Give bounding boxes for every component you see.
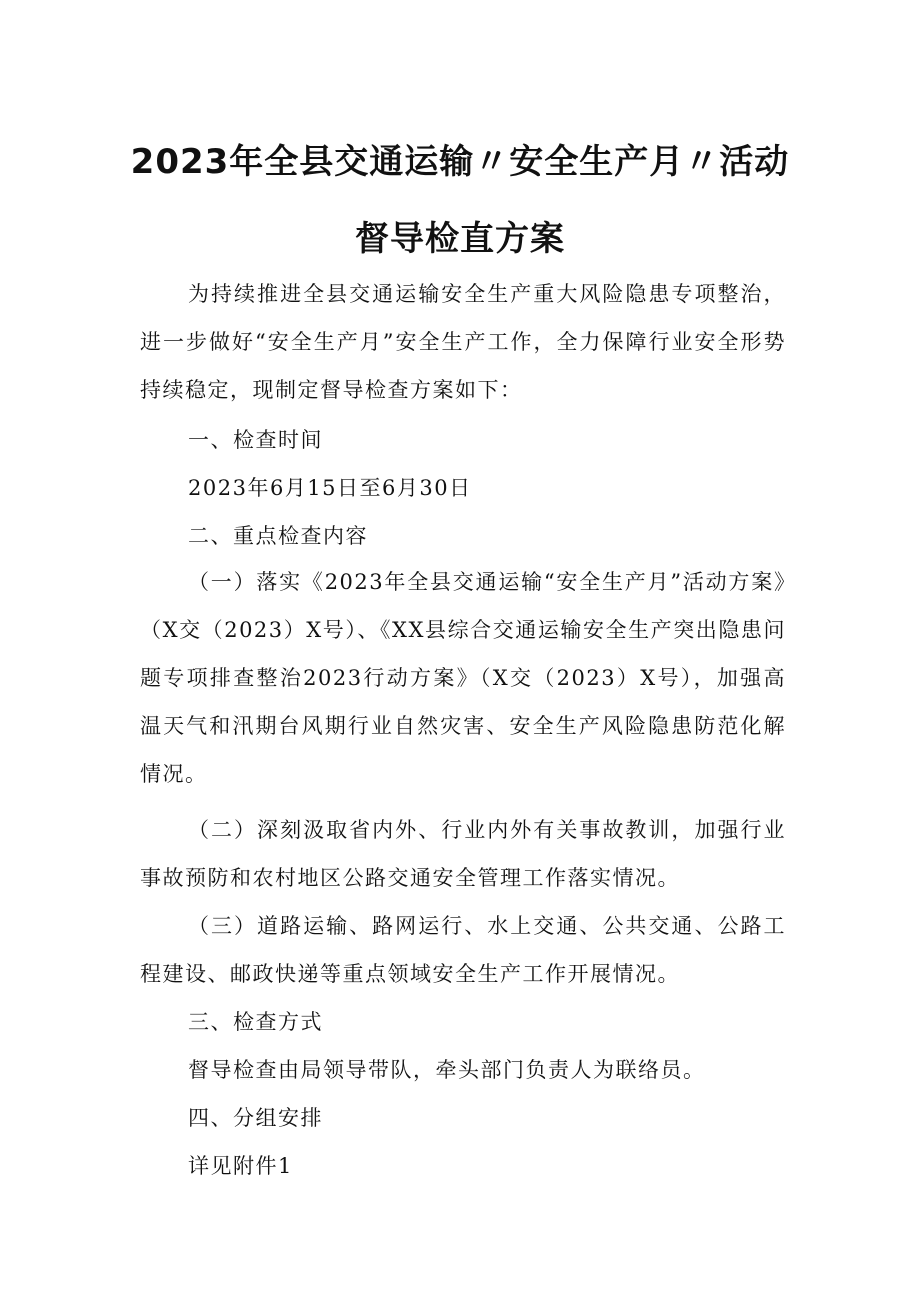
section2-heading: 二、重点检查内容 bbox=[188, 524, 368, 548]
document-title-line1: 2023年全县交通运输〃安全生产月〃活动 bbox=[130, 142, 790, 182]
inspection-method-text: 督导检查由局领导带队，牵头部门负责人为联络员。 bbox=[188, 1058, 706, 1082]
content-item-1: （一）落实《2023年全县交通运输“安全生产月”活动方案》（X交（2023）X号）、《XX县综合交通运输安全生产突出隐患问题专项排查整治2023行动方案》（X交（2023）X号），加强高温天气和汛期台风期行业自然灾害、安全生产风险隐患防范化解情况。 bbox=[140, 570, 786, 786]
section4-heading: 四、分组安排 bbox=[188, 1106, 323, 1130]
attachment-reference: 详见附件1 bbox=[188, 1154, 293, 1178]
intro-paragraph: 为持续推进全县交通运输安全生产重大风险隐患专项整治，进一步做好“安全生产月”安全生产工作，全力保障行业安全形势持续稳定，现制定督导检查方案如下： bbox=[140, 282, 786, 402]
content-item-2: （二）深刻汲取省内外、行业内外有关事故教训，加强行业事故预防和农村地区公路交通安全管理工作落实情况。 bbox=[140, 818, 786, 890]
document-title-line2: 督导检直方案 bbox=[355, 219, 565, 259]
section3-heading: 三、检查方式 bbox=[188, 1010, 323, 1034]
content-item-3: （三）道路运输、路网运行、水上交通、公共交通、公路工程建设、邮政快递等重点领域安全生产工作开展情况。 bbox=[140, 914, 786, 986]
inspection-date: 2023年6月15日至6月30日 bbox=[188, 476, 472, 500]
section1-heading: 一、检查时间 bbox=[188, 428, 323, 452]
